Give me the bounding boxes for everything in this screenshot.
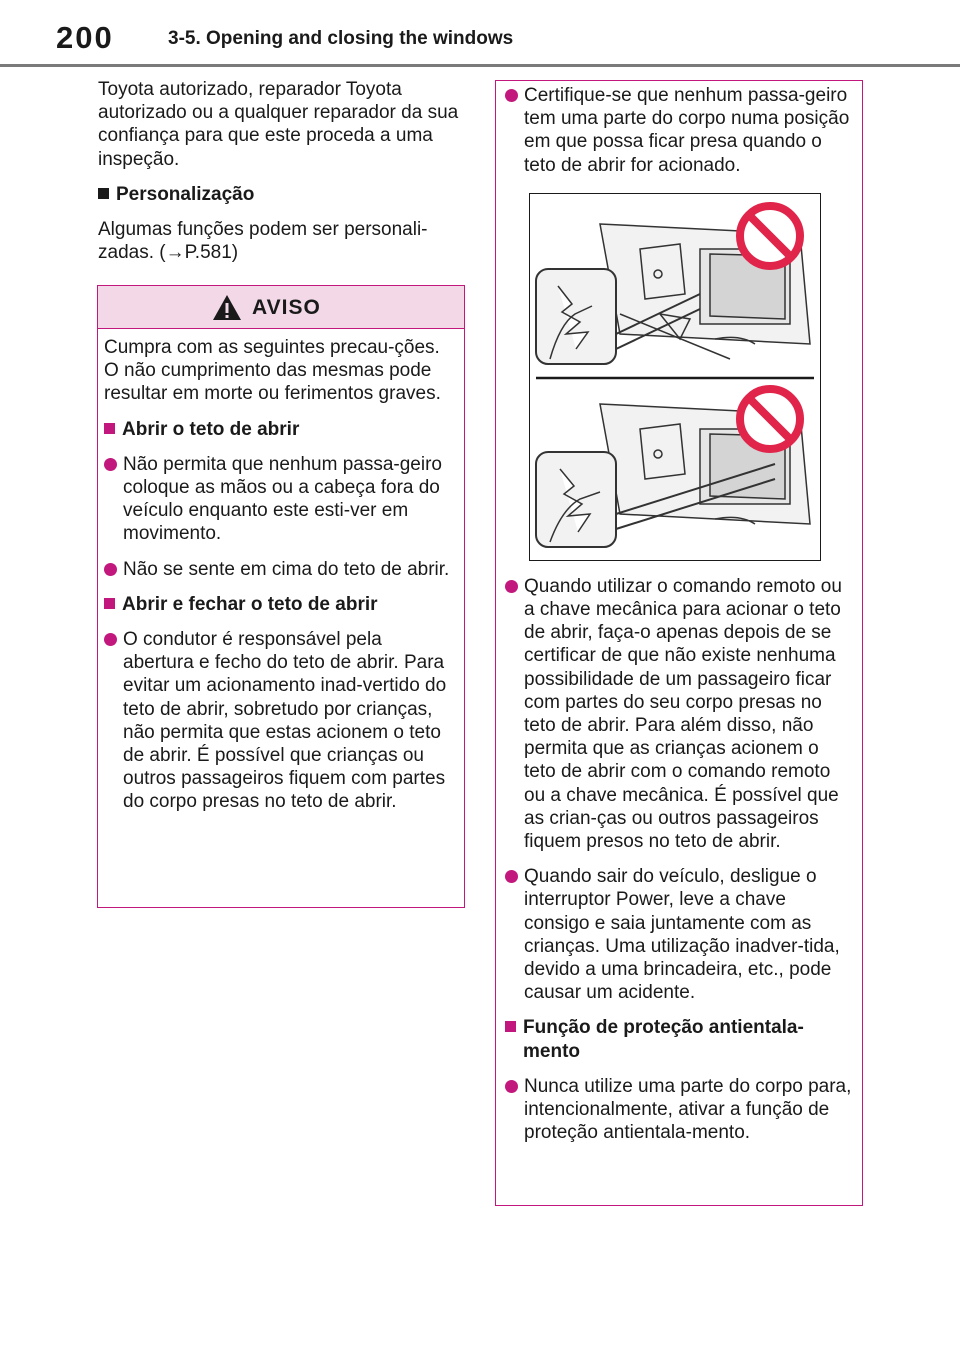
round-bullet-icon — [104, 458, 117, 471]
page-number: 200 — [56, 20, 114, 55]
warning-section-heading: Abrir e fechar o teto de abrir — [104, 593, 452, 616]
warning-section-heading: Abrir o teto de abrir — [104, 418, 452, 441]
square-bullet-icon — [104, 423, 115, 434]
round-bullet-icon — [505, 1080, 518, 1093]
customization-text: Algumas funções podem ser personali-zadas. (→P.581) — [98, 219, 428, 264]
square-bullet-icon — [104, 598, 115, 609]
round-bullet-icon — [104, 563, 117, 576]
warning-section-heading: Função de proteção antientala-mento — [505, 1016, 852, 1062]
page-header — [0, 0, 960, 70]
section-title: 3-5. Opening and closing the windows — [168, 28, 514, 49]
square-bullet-icon — [505, 1021, 516, 1032]
warning-body — [98, 329, 464, 814]
intro-paragraph: Toyota autorizado, reparador Toyota autorizado ou a qualquer reparador da sua confiança para que este proceda a uma inspeção. — [98, 79, 459, 170]
round-bullet-icon — [505, 580, 518, 593]
warning-bullet: O condutor é responsável pela abertura e fecho do teto de abrir. Para evitar um acionamento inad-vertido do teto de abrir, sobretudo por crianças, não permita que estas acionem o teto de abrir. É possível que crianças ou outros passageiros fiquem com partes do corpo presas no teto de abrir. — [104, 628, 452, 814]
warning-title: AVISO — [252, 296, 321, 319]
sunroof-pinch-illustration — [530, 194, 820, 560]
warning-bullet: Certifique-se que nenhum passa-geiro tem uma parte do corpo numa posição em que possa ficar presa quando o teto de abrir for acionado. — [505, 84, 852, 177]
square-bullet-icon — [98, 188, 109, 199]
warning-continuation-box — [495, 80, 863, 1206]
warning-bullet: Quando sair do veículo, desligue o interruptor Power, leve a chave consigo e saia juntamente com as crianças. Uma utilização inadver-tida, devido a uma brincadeira, etc., pode causar um acidente. — [505, 865, 852, 1004]
warning-intro: Cumpra com as seguintes precau-ções. O não cumprimento das mesmas pode resultar em morte ou ferimentos graves. — [104, 337, 441, 405]
header-divider — [0, 64, 960, 67]
warning-box — [97, 285, 465, 908]
warning-bullet: Nunca utilize uma parte do corpo para, intencionalmente, ativar a função de proteção antientala-mento. — [505, 1075, 852, 1145]
round-bullet-icon — [104, 633, 117, 646]
warning-bullet: Não se sente em cima do teto de abrir. — [104, 558, 452, 581]
round-bullet-icon — [505, 89, 518, 102]
customization-heading: Personalização — [98, 183, 466, 206]
left-column — [98, 78, 466, 276]
warning-bullet: Quando utilizar o comando remoto ou a chave mecânica para acionar o teto de abrir, faça-o apenas depois de se certificar de que não existe nenhuma possibilidade de um passageiro ficar com partes do seu corpo presas no teto de abrir. Para além disso, não permita que as crianças acionem o teto de abrir com o comando remoto ou a chave mecânica. É possível que as crian-ças ou outros passageiros fiquem presos no teto de abrir. — [505, 575, 852, 853]
warning-header — [98, 286, 464, 329]
sunroof-illustration — [529, 193, 821, 561]
round-bullet-icon — [505, 870, 518, 883]
warning-bullet: Não permita que nenhum passa-geiro coloque as mãos ou a cabeça fora do veículo enquanto este esti-ver em movimento. — [104, 453, 452, 546]
warning-triangle-icon — [212, 294, 242, 321]
